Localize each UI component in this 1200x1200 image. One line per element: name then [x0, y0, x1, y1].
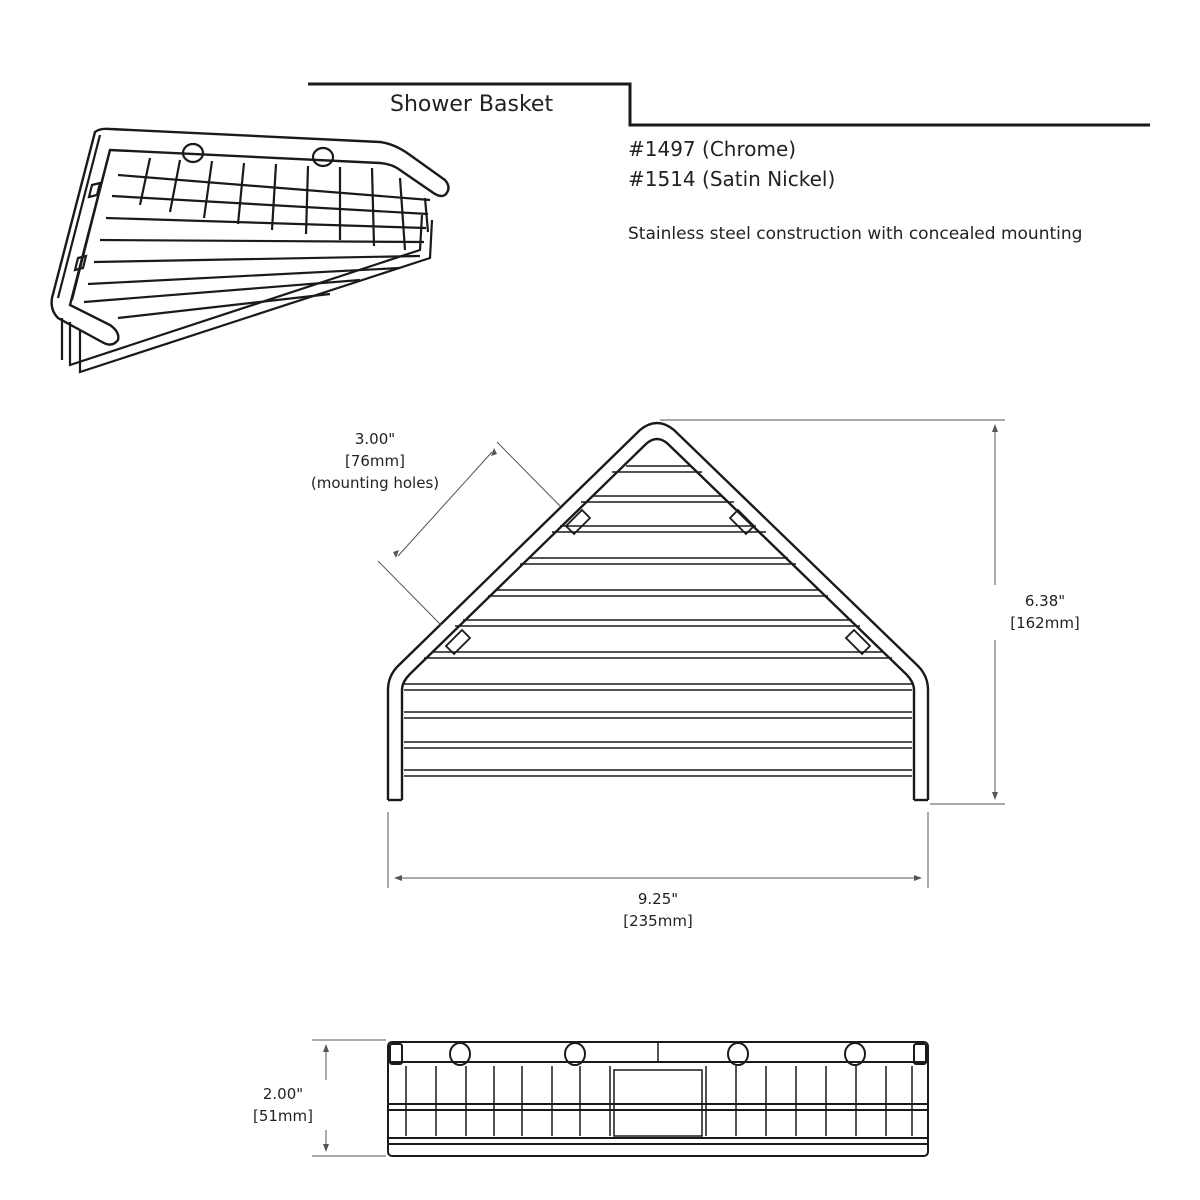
top-view [388, 423, 928, 800]
product-description: Stainless steel construction with concealed mounting [628, 224, 1083, 244]
width-mm: [235mm] [623, 912, 693, 930]
header-rule [308, 84, 1150, 125]
width-inch: 9.25" [637, 890, 679, 908]
depth-mm: [51mm] [252, 1107, 313, 1125]
product-title: Shower Basket [390, 92, 554, 117]
depth-inch: 2.00" [262, 1085, 304, 1103]
mounting-note: (mounting holes) [310, 474, 440, 492]
model-satin-nickel: #1514 (Satin Nickel) [628, 167, 836, 191]
model-chrome: #1497 (Chrome) [628, 137, 797, 161]
mounting-mm: [76mm] [344, 452, 405, 470]
height-inch: 6.38" [1024, 592, 1066, 610]
perspective-view [52, 129, 449, 372]
front-view [388, 1042, 928, 1156]
height-mm: [162mm] [1010, 614, 1080, 632]
mounting-inch: 3.00" [354, 430, 396, 448]
